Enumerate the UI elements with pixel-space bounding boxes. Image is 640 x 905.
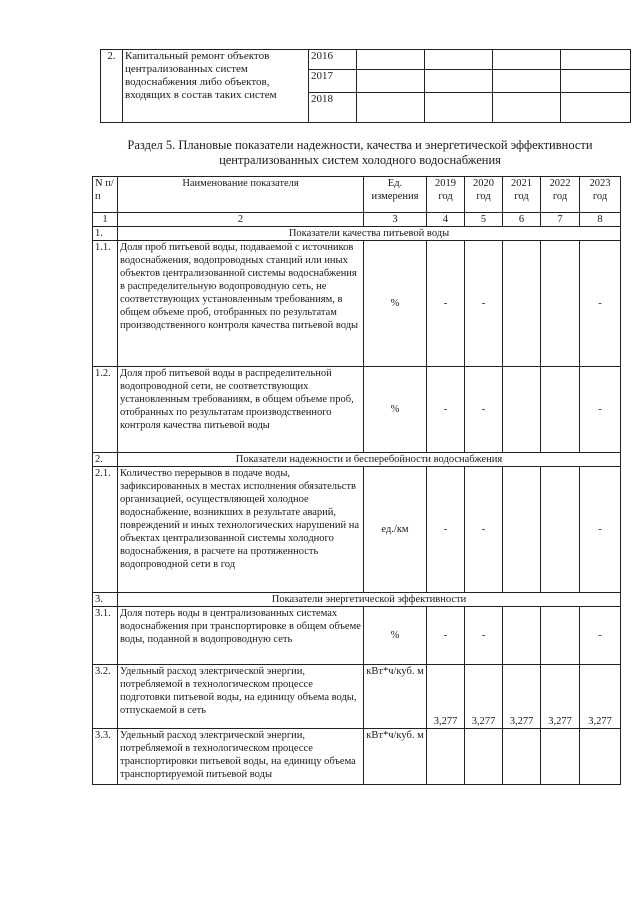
row-value: - xyxy=(427,467,465,593)
row-name: Удельный расход электрической энергии, потребляемой в технологическом процессе транспортировки питьевой воды, на единицу объема транспортируемой питьевой воды xyxy=(118,729,364,785)
row-name: Доля потерь воды в централизованных системах водоснабжения при транспортировке в общем объеме воды, поданной в водопроводную сеть xyxy=(118,607,364,665)
row-num: 1.1. xyxy=(93,241,118,367)
column-number: 8 xyxy=(580,213,621,227)
row-unit: кВт*ч/куб. м xyxy=(364,729,427,785)
row-value: 3,277 xyxy=(427,665,465,729)
row-value: - xyxy=(580,467,621,593)
column-number: 1 xyxy=(93,213,118,227)
row-value xyxy=(427,729,465,785)
table-row xyxy=(93,467,621,593)
row-num: 1.2. xyxy=(93,367,118,453)
table-row xyxy=(93,665,621,729)
header-year: 2020 год xyxy=(465,177,503,213)
top-table xyxy=(100,49,631,123)
header-row xyxy=(93,177,621,213)
row-value: 3,277 xyxy=(580,665,621,729)
section-title-line-1: Раздел 5. Плановые показатели надежности, качества и энергетической эффективности xyxy=(127,138,593,152)
row-value: - xyxy=(427,367,465,453)
row-value xyxy=(503,241,541,367)
row-unit: % xyxy=(364,241,427,367)
section-title-cell: Показатели качества питьевой воды xyxy=(118,227,621,241)
row-value: - xyxy=(465,241,503,367)
section-num: 1. xyxy=(93,227,118,241)
row-value: - xyxy=(427,241,465,367)
row-value xyxy=(541,729,580,785)
header-name: Наименование показателя xyxy=(118,177,364,213)
top-year-cell: 2017 xyxy=(309,70,357,92)
indicators-table xyxy=(92,176,621,785)
row-unit: % xyxy=(364,607,427,665)
header-year: 2019 год xyxy=(427,177,465,213)
row-unit: % xyxy=(364,367,427,453)
top-year-cell: 2016 xyxy=(309,50,357,70)
column-number: 6 xyxy=(503,213,541,227)
top-row-num: 2. xyxy=(101,50,123,123)
row-value xyxy=(541,607,580,665)
header-year: 2022 год xyxy=(541,177,580,213)
row-num: 3.1. xyxy=(93,607,118,665)
section-title-cell: Показатели надежности и бесперебойности водоснабжения xyxy=(118,453,621,467)
row-name: Удельный расход электрической энергии, потребляемой в технологическом процессе подготовки питьевой воды, на единицу объема воды, отпускаемой в сеть xyxy=(118,665,364,729)
row-value: - xyxy=(580,241,621,367)
row-value: - xyxy=(427,607,465,665)
row-num: 3.2. xyxy=(93,665,118,729)
row-value xyxy=(541,367,580,453)
section-title xyxy=(110,138,610,168)
table-row xyxy=(93,241,621,367)
row-value xyxy=(580,729,621,785)
column-numbers-row xyxy=(93,213,621,227)
section-row xyxy=(93,593,621,607)
row-num: 3.3. xyxy=(93,729,118,785)
row-unit: кВт*ч/куб. м xyxy=(364,665,427,729)
column-number: 4 xyxy=(427,213,465,227)
row-unit: ед./км xyxy=(364,467,427,593)
section-num: 2. xyxy=(93,453,118,467)
top-year-cell: 2018 xyxy=(309,92,357,122)
row-value: - xyxy=(580,367,621,453)
row-value: 3,277 xyxy=(465,665,503,729)
header-year: 2023 год xyxy=(580,177,621,213)
section-row xyxy=(93,453,621,467)
row-name: Количество перерывов в подаче воды, зафиксированных в местах исполнения обязательств организацией, осуществляющей холодное водоснабжение, возникших в результате аварий, повреждений и иных технологических нарушений на объектах централизованной системы холодного водоснабжения, в расчете на протяженность водопроводной сети в год xyxy=(118,467,364,593)
column-number: 5 xyxy=(465,213,503,227)
row-value: 3,277 xyxy=(541,665,580,729)
header-num: N п/п xyxy=(93,177,118,213)
row-value xyxy=(503,607,541,665)
row-value xyxy=(541,241,580,367)
table-row xyxy=(93,367,621,453)
section-num: 3. xyxy=(93,593,118,607)
top-row-name: Капитальный ремонт объектов централизованных систем водоснабжения либо объектов, входящих в состав таких систем xyxy=(123,50,309,123)
row-value: 3,277 xyxy=(503,665,541,729)
table-row xyxy=(93,729,621,785)
row-value xyxy=(541,467,580,593)
section-title-line-2: централизованных систем холодного водоснабжения xyxy=(219,153,501,167)
header-unit: Ед. измерения xyxy=(364,177,427,213)
header-year: 2021 год xyxy=(503,177,541,213)
section-title-cell: Показатели энергетической эффективности xyxy=(118,593,621,607)
column-number: 3 xyxy=(364,213,427,227)
row-value xyxy=(503,467,541,593)
row-value xyxy=(503,367,541,453)
row-value xyxy=(465,729,503,785)
row-value xyxy=(503,729,541,785)
row-value: - xyxy=(465,367,503,453)
column-number: 2 xyxy=(118,213,364,227)
row-value: - xyxy=(465,467,503,593)
row-value: - xyxy=(465,607,503,665)
row-num: 2.1. xyxy=(93,467,118,593)
column-number: 7 xyxy=(541,213,580,227)
row-name: Доля проб питьевой воды, подаваемой с источников водоснабжения, водопроводных станций или иных объектов централизованной системы водоснабжения в распределительную водопроводную сеть, не соответствующих установленным требованиям, в общем объеме проб, отобранных по результатам производственного контроля качества питьевой воды xyxy=(118,241,364,367)
table-row xyxy=(93,607,621,665)
row-value: - xyxy=(580,607,621,665)
section-row xyxy=(93,227,621,241)
row-name: Доля проб питьевой воды в распределительной водопроводной сети, не соответствующих установленным требованиям, в общем объеме проб, отобранных по результатам производственного контроля качества питьевой воды xyxy=(118,367,364,453)
